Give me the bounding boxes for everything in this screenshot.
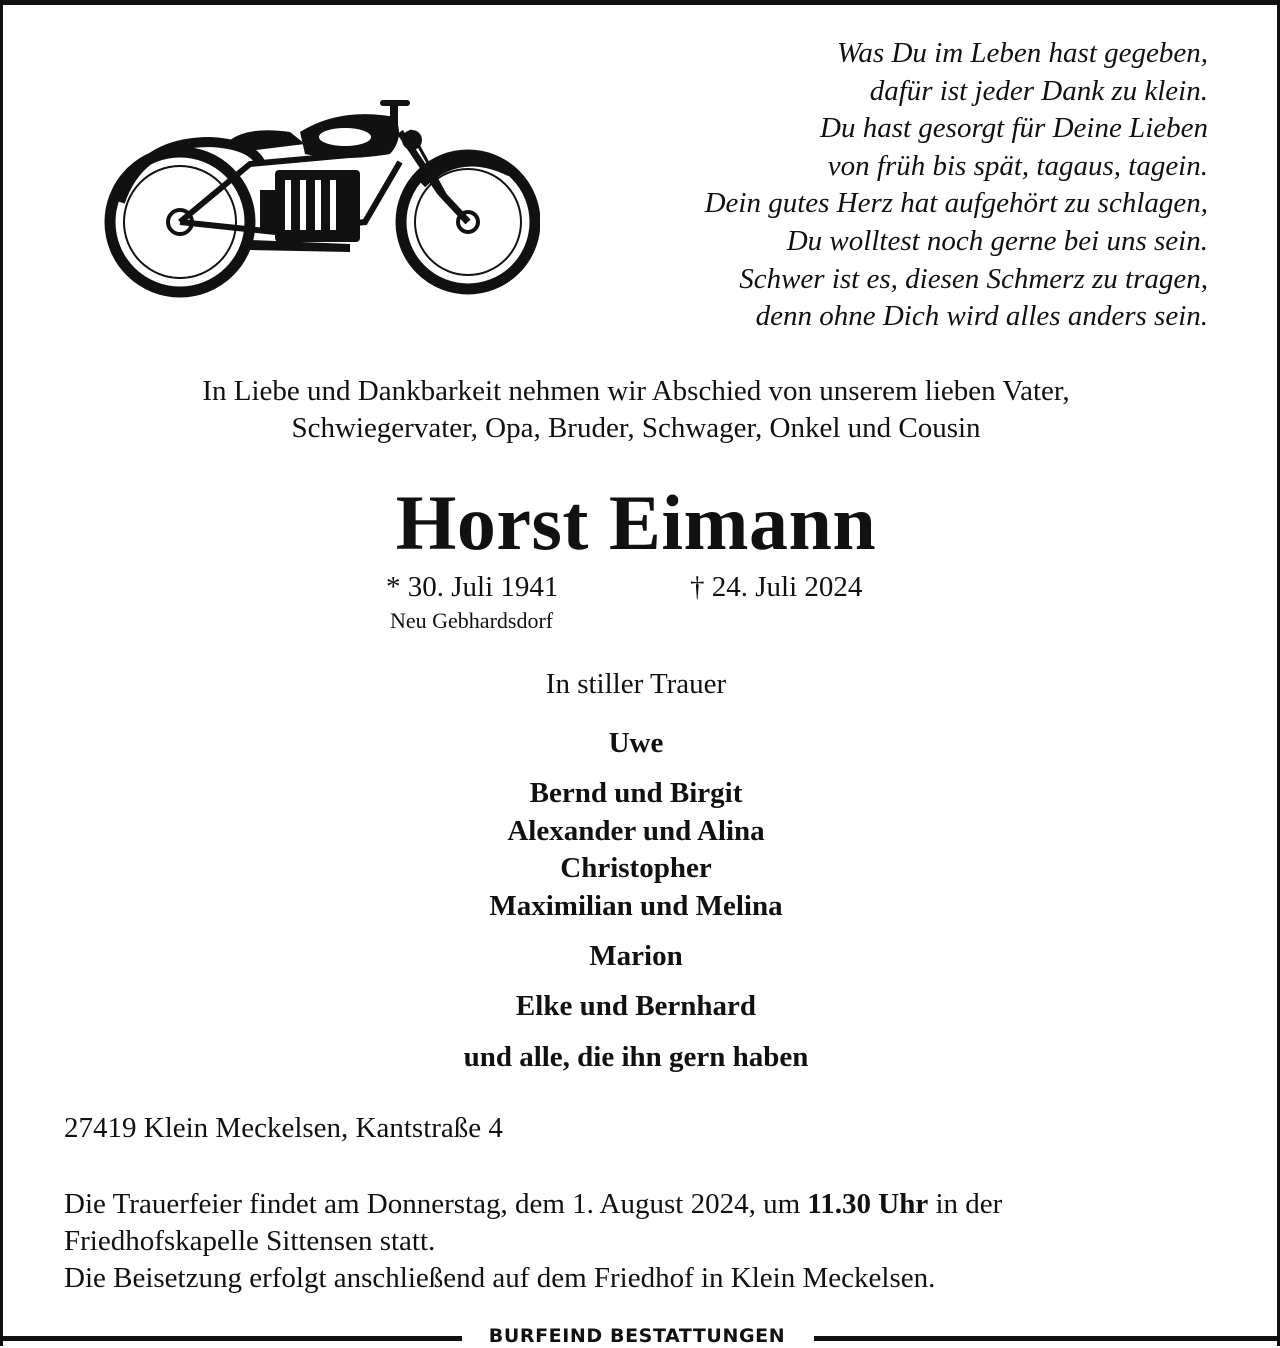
mourner-group — [0, 775, 1272, 925]
mourner-group — [0, 725, 1272, 763]
poem-line: Was Du im Leben hast gegeben, — [836, 37, 1208, 69]
service-info — [64, 1186, 1002, 1297]
poem — [508, 35, 1208, 336]
mourner-name: und alle, die ihn gern haben — [463, 1041, 809, 1073]
mourner-name: Marion — [589, 940, 683, 972]
mourner-name: Uwe — [608, 727, 664, 759]
deceased-name: Horst Eimann — [395, 479, 877, 566]
mourner-name: Bernd und Birgit — [529, 777, 743, 809]
footer-rule-right — [814, 1336, 1280, 1341]
intro-line: In Liebe und Dankbarkeit nehmen wir Abschied von unserem lieben Vater, — [202, 375, 1070, 407]
footer-rule-left — [0, 1336, 462, 1341]
poem-line: denn ohne Dich wird alles anders sein. — [755, 300, 1208, 333]
service-text: Die Trauerfeier findet am Donnerstag, dem 1. August 2024, um — [64, 1188, 808, 1220]
funeral-home-logo: BURFEIND BESTATTUNGEN — [488, 1325, 786, 1347]
mourner-name: Christopher — [560, 852, 712, 885]
family-address: 27419 Klein Meckelsen, Kantstraße 4 — [64, 1112, 503, 1144]
death-date: † 24. Juli 2024 — [690, 571, 863, 603]
service-time: 11.30 Uhr — [807, 1188, 929, 1220]
mourner-name: Elke und Bernhard — [515, 990, 757, 1022]
service-line: Friedhofskapelle Sittensen statt. — [64, 1225, 436, 1257]
mourner-group — [0, 938, 1272, 976]
poem-line: Du wolltest noch gerne bei uns sein. — [786, 224, 1208, 257]
poem-line: dafür ist jeder Dank zu klein. — [869, 74, 1208, 107]
birth-date: * 30. Juli 1941 — [386, 571, 559, 603]
poem-line: Dein gutes Herz hat aufgehört zu schlagen, — [704, 187, 1208, 220]
birthplace: Neu Gebhardsdorf — [390, 608, 554, 633]
mourner-group — [0, 988, 1272, 1026]
poem-line: Du hast gesorgt für Deine Lieben — [820, 112, 1208, 145]
mourner-name: Maximilian und Melina — [489, 889, 783, 922]
intro-line: Schwiegervater, Opa, Bruder, Schwager, Onkel und Cousin — [291, 412, 981, 444]
service-line — [64, 1186, 1002, 1223]
mourner-name: Alexander und Alina — [507, 814, 765, 847]
service-text: in der — [928, 1188, 1003, 1220]
mourning-heading: In stiller Trauer — [545, 668, 727, 700]
mourner-group — [0, 1039, 1272, 1077]
intro-text — [0, 373, 1272, 447]
motorcycle-icon — [100, 92, 540, 298]
poem-line: von früh bis spät, tagaus, tagein. — [827, 149, 1208, 182]
service-line: Die Beisetzung erfolgt anschließend auf dem Friedhof in Klein Meckelsen. — [64, 1262, 936, 1294]
poem-line: Schwer ist es, diesen Schmerz zu tragen, — [739, 262, 1208, 295]
